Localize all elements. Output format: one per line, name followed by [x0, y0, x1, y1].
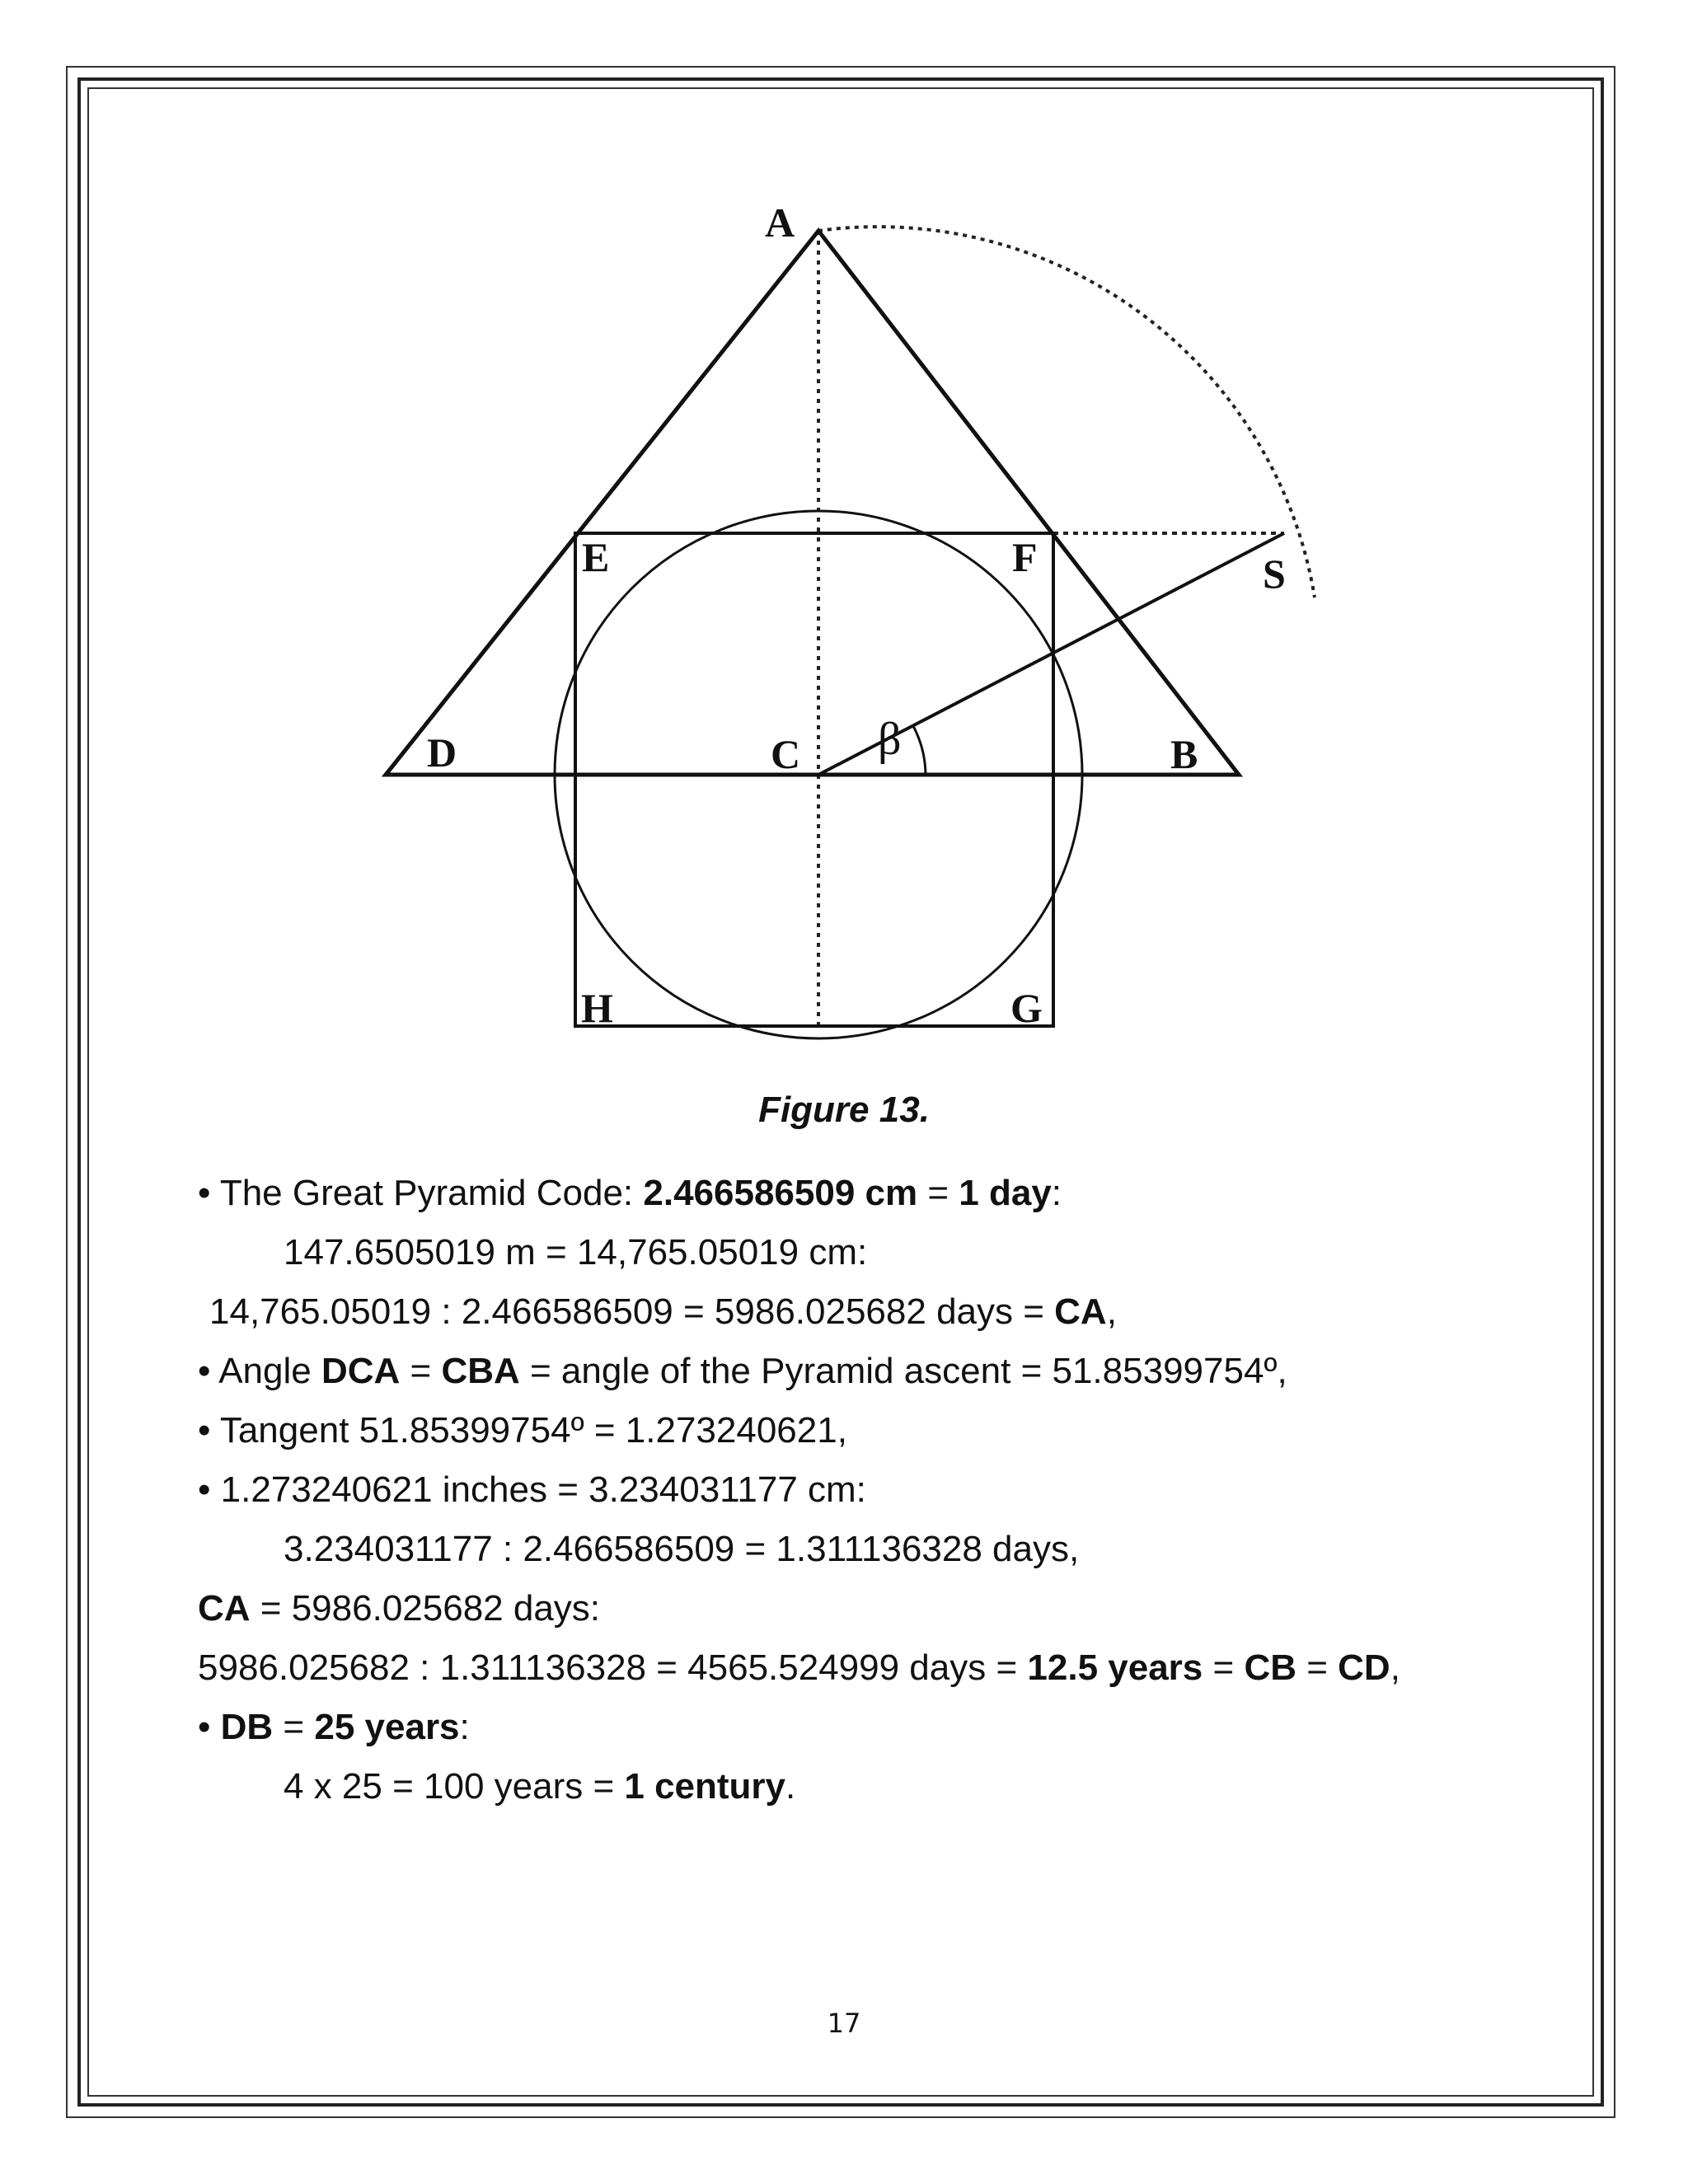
- bold-term: CBA: [441, 1351, 520, 1391]
- bold-term: 1 day: [959, 1173, 1052, 1213]
- label-b: B: [1170, 731, 1198, 777]
- pyramid-geometry-figure: [363, 194, 1319, 1076]
- label-e: E: [582, 534, 610, 580]
- text-segment: 147.6505019 m = 14,765.05019 cm:: [284, 1232, 868, 1272]
- figure-caption: Figure 13.: [758, 1090, 930, 1130]
- bold-term: 12.5 years: [1027, 1647, 1203, 1688]
- text-segment: =: [400, 1351, 442, 1391]
- text-segment: • Angle: [198, 1351, 321, 1391]
- text-line: [198, 1348, 1287, 1394]
- text-segment: 4 x 25 = 100 years =: [284, 1766, 625, 1807]
- text-segment: ,: [1106, 1291, 1117, 1332]
- label-beta: β: [878, 714, 902, 765]
- text-line: [209, 1289, 1117, 1335]
- text-segment: =: [1203, 1647, 1245, 1688]
- triangle-dab: [386, 231, 1239, 775]
- text-segment: 14,765.05019 : 2.466586509 = 5986.025682 days =: [209, 1291, 1055, 1332]
- text-segment: :: [459, 1707, 470, 1747]
- text-segment: 5986.025682 : 1.311136328 = 4565.524999 days =: [198, 1647, 1028, 1688]
- text-segment: ,: [1390, 1647, 1400, 1688]
- bold-term: 1 century: [624, 1766, 786, 1807]
- text-segment: =: [1296, 1647, 1339, 1688]
- text-line: [284, 1764, 795, 1810]
- text-line: [284, 1526, 1079, 1572]
- text-line: [198, 1170, 1062, 1216]
- text-line: [284, 1230, 867, 1276]
- text-segment: =: [273, 1707, 315, 1747]
- text-line: [198, 1408, 847, 1454]
- label-s: S: [1263, 551, 1286, 597]
- label-f: F: [1012, 534, 1038, 580]
- bold-term: CB: [1244, 1647, 1296, 1688]
- label-d: D: [427, 729, 457, 776]
- text-segment: • 1.273240621 inches = 3.234031177 cm:: [198, 1469, 866, 1510]
- bold-term: CA: [1054, 1291, 1107, 1332]
- label-a: A: [765, 199, 795, 246]
- label-h: H: [581, 985, 613, 1031]
- text-line: [198, 1645, 1400, 1691]
- label-c: C: [771, 731, 801, 777]
- text-segment: :: [1051, 1173, 1062, 1213]
- page-number: 17: [827, 2008, 861, 2039]
- text-segment: •: [198, 1707, 221, 1747]
- text-segment: • Tangent 51.85399754º = 1.273240621,: [198, 1410, 847, 1451]
- bold-term: 25 years: [314, 1707, 460, 1747]
- text-segment: 3.234031177 : 2.466586509 = 1.311136328 days,: [284, 1529, 1080, 1569]
- bold-term: 2.466586509 cm: [643, 1173, 918, 1213]
- text-segment: • The Great Pyramid Code:: [198, 1173, 644, 1213]
- arc-a-to-s-dotted: [818, 227, 1315, 598]
- text-segment: =: [917, 1173, 959, 1213]
- bold-term: CA: [198, 1588, 251, 1629]
- label-g: G: [1010, 985, 1043, 1031]
- bold-term: DCA: [321, 1351, 401, 1391]
- text-line: [198, 1704, 470, 1750]
- text-segment: = 5986.025682 days:: [250, 1588, 601, 1629]
- text-line: [198, 1586, 600, 1632]
- bold-term: CD: [1338, 1647, 1390, 1688]
- square-efgh: [575, 533, 1053, 1026]
- text-segment: = angle of the Pyramid ascent = 51.85399754º,: [519, 1351, 1287, 1391]
- text-line: [198, 1467, 866, 1513]
- text-segment: .: [785, 1766, 796, 1807]
- angle-beta-arc: [913, 726, 926, 775]
- bold-term: DB: [220, 1707, 274, 1747]
